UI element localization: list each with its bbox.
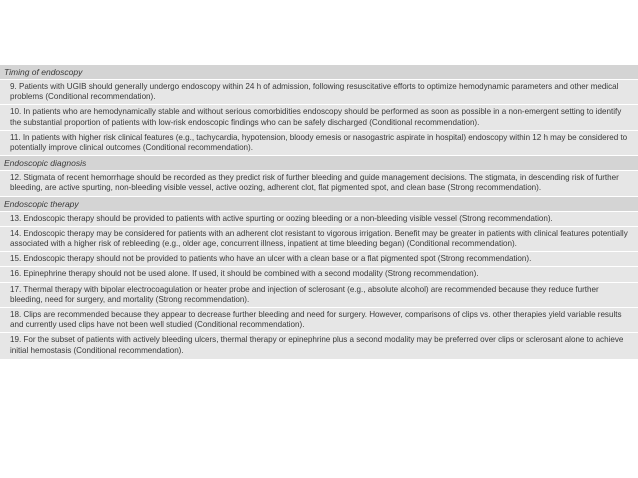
section-heading-timing: Timing of endoscopy xyxy=(0,65,638,80)
recommendation-14: 14. Endoscopic therapy may be considered for patients with an adherent clot resistant to vigorous irrigation. Benefit may be greater in patients with clinical features potentially associated with a higher risk of rebleeding (e.g., older age, concurrent illness, inpatient at time bleeding began) (Conditional recommendation). xyxy=(0,227,638,252)
recommendation-16: 16. Epinephrine therapy should not be used alone. If used, it should be combined with a second modality (Strong recommendation). xyxy=(0,267,638,282)
section-heading-diagnosis: Endoscopic diagnosis xyxy=(0,156,638,171)
recommendation-11: 11. In patients with higher risk clinical features (e.g., tachycardia, hypotension, bloody emesis or nasogastric aspirate in hospital) endoscopy within 12 h may be considered to potentially improve clinical outcomes (Conditional recommendation). xyxy=(0,131,638,156)
recommendation-17: 17. Thermal therapy with bipolar electrocoagulation or heater probe and injection of sclerosant (e.g., absolute alcohol) are recommended because they reduce further bleeding, need for surgery, and mortality (Strong recommendation). xyxy=(0,283,638,308)
recommendation-19: 19. For the subset of patients with actively bleeding ulcers, thermal therapy or epinephrine plus a second modality may be preferred over clips or sclerosant alone to achieve initial hemostasis (Conditional recommendation). xyxy=(0,333,638,359)
recommendation-9: 9. Patients with UGIB should generally undergo endoscopy within 24 h of admission, following resuscitative efforts to optimize hemodynamic parameters and other medical problems (Conditional recommendation). xyxy=(0,80,638,105)
recommendation-12: 12. Stigmata of recent hemorrhage should be recorded as they predict risk of further bleeding and guide management decisions. The stigmata, in descending risk of further bleeding, are active spurting, non-bleeding visible vessel, active oozing, adherent clot, flat pigmented spot, and clean base (Strong recommendation). xyxy=(0,171,638,196)
recommendation-13: 13. Endoscopic therapy should be provided to patients with active spurting or oozing bleeding or a non-bleeding visible vessel (Strong recommendation). xyxy=(0,212,638,227)
recommendations-table xyxy=(0,65,638,360)
section-heading-therapy: Endoscopic therapy xyxy=(0,197,638,212)
recommendation-15: 15. Endoscopic therapy should not be provided to patients who have an ulcer with a clean base or a flat pigmented spot (Strong recommendation). xyxy=(0,252,638,267)
recommendation-18: 18. Clips are recommended because they appear to decrease further bleeding and need for surgery. However, comparisons of clips vs. other therapies yield variable results and currently used clips have not been well studied (Conditional recommendation). xyxy=(0,308,638,333)
recommendation-10: 10. In patients who are hemodynamically stable and without serious comorbidities endoscopy should be performed as soon as possible in a non-emergent setting to identify the substantial proportion of patients with low-risk endoscopic findings who can be safely discharged (Conditional recommendation). xyxy=(0,105,638,130)
